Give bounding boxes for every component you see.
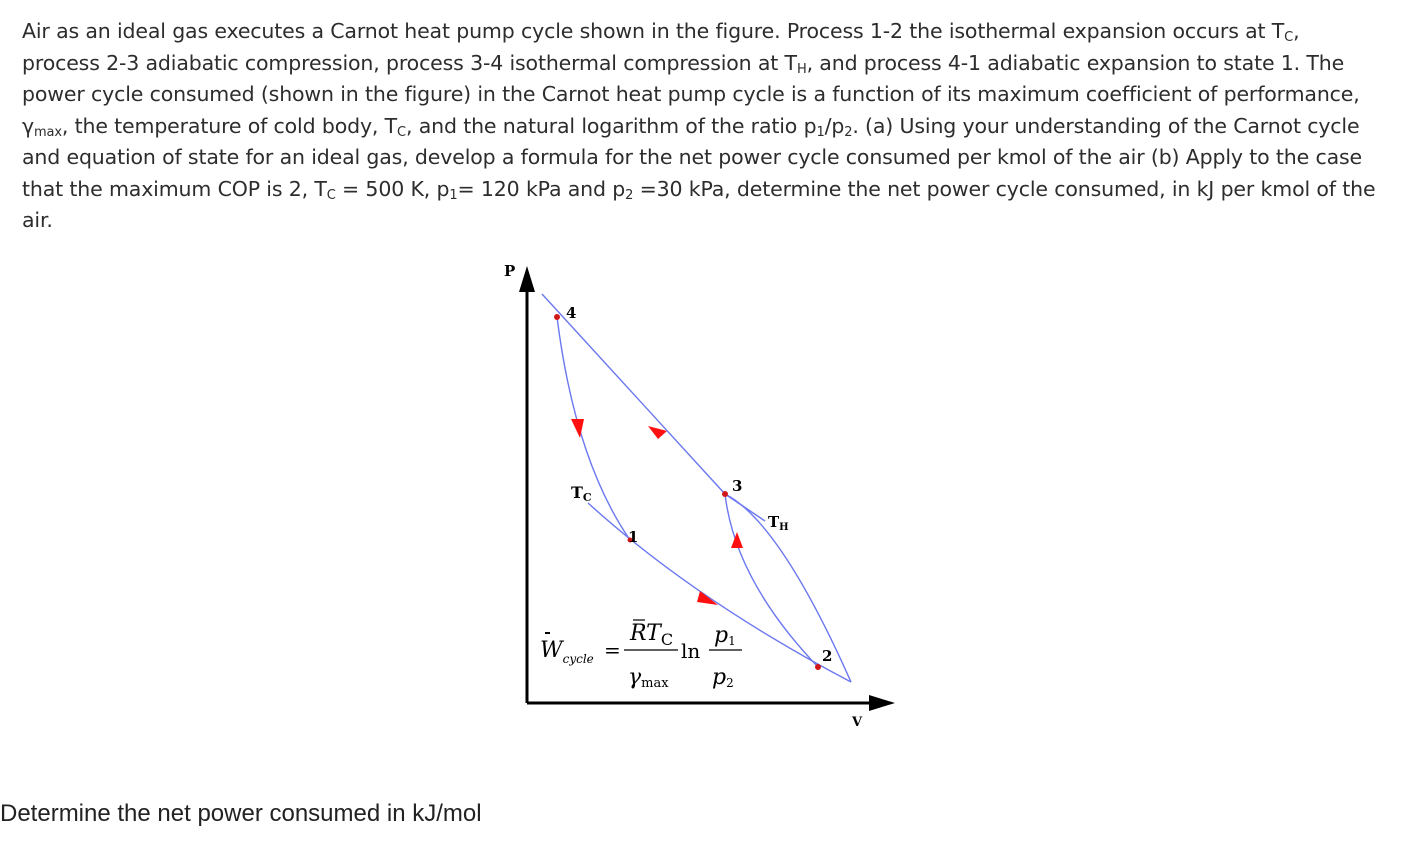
problem-statement: Air as an ideal gas executes a Carnot heat pump cycle shown in the figure. Process 1-2 the isothermal expansion occurs at $T_C$, process 2-3 adiabatic compression, process 3-4 isothermal compression at $T_H$, and process 4-1 adiabatic expansion to state 1. The power cycle consumed (shown in the figure) in the Carnot heat pump cycle is a function of its maximum coefficient of performance, $\gamma_{max}$, the temperature of cold body, $T_C$, and the natural logarithm of the ratio $p_1/p_2$. (a) Using your understanding of the Carnot cycle and equation of state for an ideal gas, develop a formula for the net power cycle consumed per kmol of the air (b) Apply to the case that the maximum COP is 2, $T_C = 500$ K, $p_1= 120$ kPa and $p_2 =30$ kPa, determine the net power cycle consumed, in kJ per kmol of the air. <box>22 19 1376 232</box>
question-prompt: Determine the net power consumed in kJ/mol <box>0 800 482 827</box>
formula-lhs: $W_{cycle}$ <box>540 638 594 666</box>
state-point-2 <box>815 664 821 670</box>
cycle-curves <box>542 294 851 682</box>
flow-arrows <box>571 419 743 605</box>
formula-p2: p2 <box>712 665 734 690</box>
state-point-4 <box>554 314 560 320</box>
state-label-2: 2 <box>822 647 833 665</box>
formula-denominator: γmax <box>628 665 669 691</box>
state-points <box>554 314 821 670</box>
power-formula <box>540 620 742 691</box>
formula-ln: ln <box>681 639 701 663</box>
state-label-4: 4 <box>566 304 577 322</box>
axis-label-p: P <box>504 262 516 280</box>
formula-p1: p1 <box>714 623 736 648</box>
state-point-3 <box>722 491 728 497</box>
label-tc: TC <box>571 483 592 504</box>
arrow-2-3 <box>731 532 743 548</box>
label-th: $T_H$ <box>768 513 789 533</box>
formula-numerator: $RT_C$ <box>630 621 674 649</box>
x-axis-arrowhead <box>869 695 895 711</box>
arrow-1-2 <box>697 591 718 605</box>
isotherm-th-3-4 <box>542 294 851 682</box>
axis-label-v: V <box>852 715 863 730</box>
y-axis-arrowhead <box>519 266 535 292</box>
isotherm-th-tail <box>725 494 765 521</box>
formula-equals: = <box>604 638 621 662</box>
state-label-1: 1 <box>628 528 639 546</box>
state-label-3: 3 <box>732 477 743 495</box>
